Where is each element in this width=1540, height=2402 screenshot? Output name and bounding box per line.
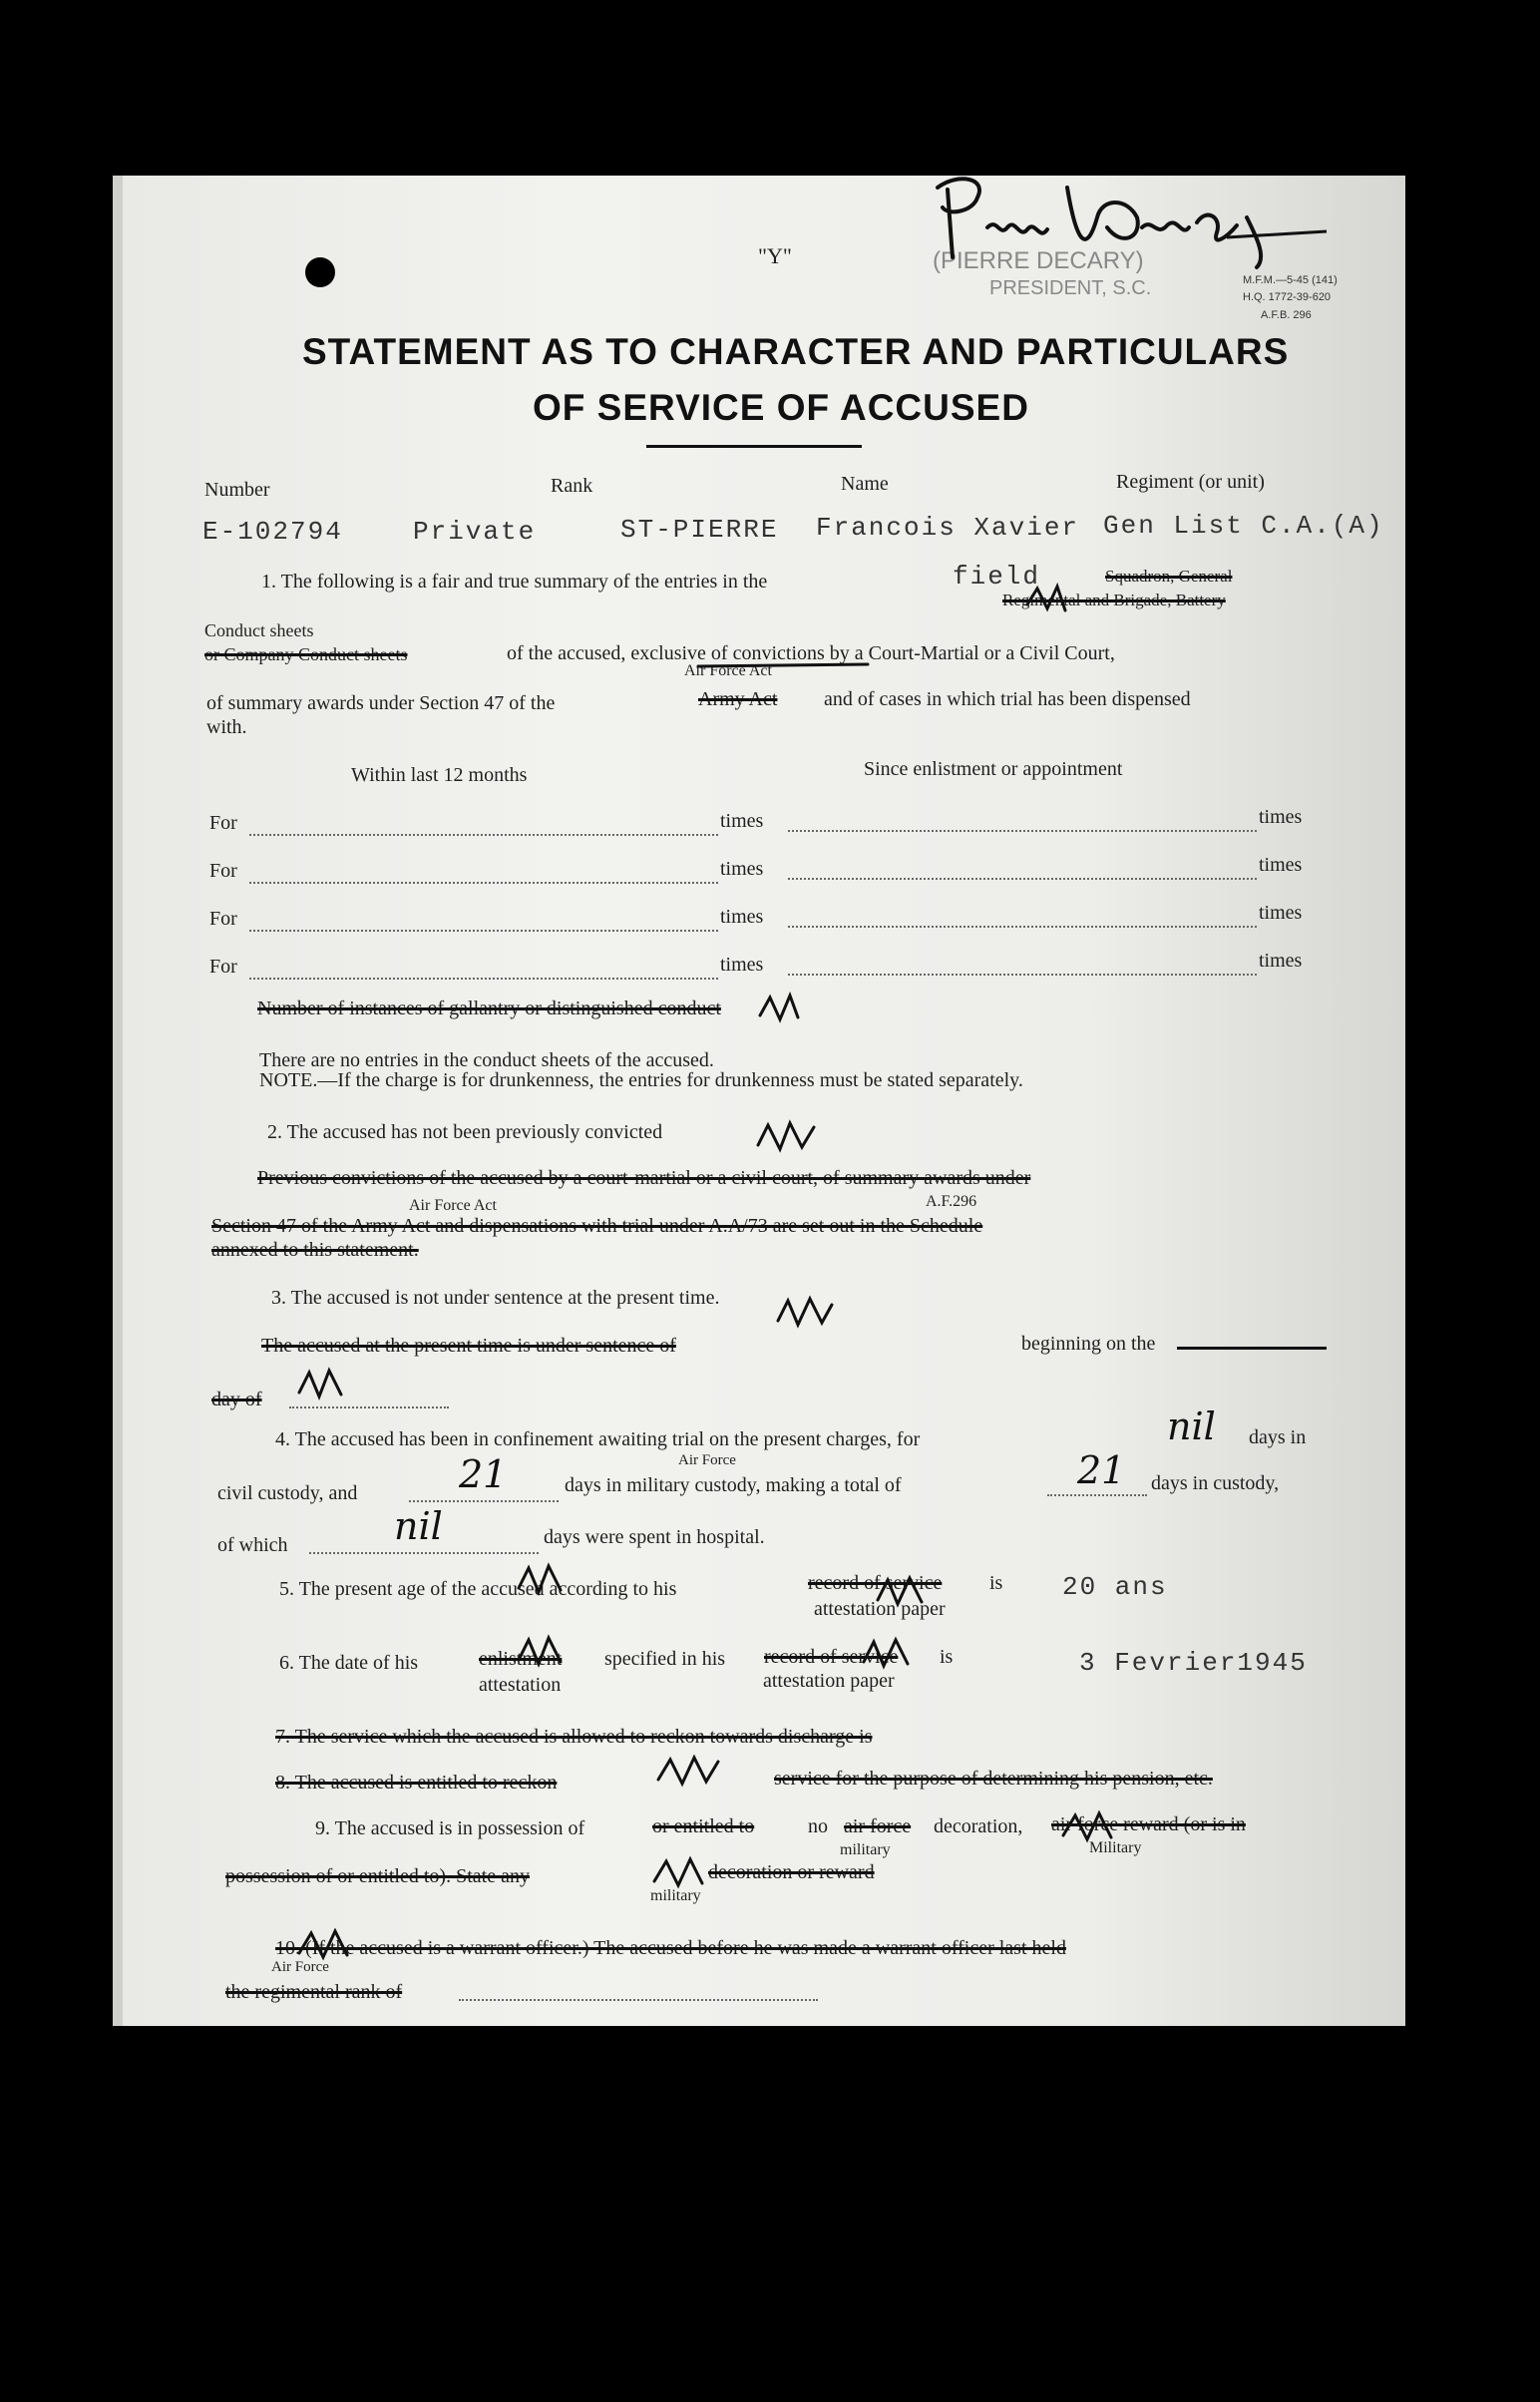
s1-struck-b: Regimental and Brigade, Battery — [1002, 591, 1226, 609]
s4-text-a: 4. The accused has been in confinement awaiting trial on the present charges, for — [275, 1428, 921, 1450]
s9-struck-c: air force reward (or is in — [1051, 1813, 1246, 1835]
header-number: Number — [204, 479, 270, 501]
s4-text-f: of which — [217, 1534, 288, 1556]
s4-text-b: days in — [1249, 1426, 1307, 1448]
s2-struck-c: annexed to this statement. — [211, 1239, 419, 1261]
s9-text-c: decoration, — [934, 1815, 1023, 1837]
s9-struck-a: or entitled to — [652, 1815, 755, 1837]
since-enlistment-label: Since enlistment or appointment — [864, 758, 1123, 780]
stamp-name: (PIERRE DECARY) — [933, 247, 1144, 274]
s2-struck-b: Section 47 of the Army Act and dispensations with trial under A.A/73 are set out in the Schedule — [211, 1215, 983, 1237]
s2-text: 2. The accused has not been previously convicted — [267, 1121, 663, 1143]
s9-military-3: military — [650, 1887, 701, 1904]
s1-text-d: and of cases in which trial has been dispensed — [824, 688, 1191, 710]
s1-text-c: of summary awards under Section 47 of the — [206, 692, 556, 714]
accused-number: E-102794 — [202, 517, 343, 547]
s10-air-force: Air Force — [271, 1959, 329, 1975]
s6-replacement-b: attestation paper — [763, 1670, 895, 1692]
s1-no-entries: There are no entries in the conduct sheets of the accused. — [259, 1049, 714, 1071]
s8-struck-b: service for the purpose of determining his pension, etc. — [774, 1768, 1213, 1790]
s10-struck-b: the regimental rank of — [225, 1981, 403, 2003]
form-title-line2: OF SERVICE OF ACCUSED — [533, 387, 1029, 428]
form-ref-3: A.F.B. 296 — [1261, 309, 1312, 321]
s1-struck-gallantry: Number of instances of gallantry or distinguished conduct — [257, 998, 721, 1019]
s2-af-ref: A.F.296 — [926, 1193, 977, 1210]
s5-age: 20 ans — [1062, 1572, 1168, 1602]
times-label-1a: times — [720, 810, 764, 832]
within-12-months-label: Within last 12 months — [351, 764, 528, 786]
s1-typed-field: field — [953, 562, 1041, 592]
s6-struck-a: enlistment — [479, 1648, 563, 1670]
s10-struck-a: 10. (If the accused is a warrant officer.) The accused before he was made a warrant officer last held — [275, 1937, 1066, 1959]
s8-struck: 8. The accused is entitled to reckon — [275, 1772, 558, 1794]
s2-struck-a: Previous convictions of the accused by a court-martial or a civil court, of summary awards under — [257, 1167, 1031, 1189]
s5-is: is — [989, 1572, 1003, 1594]
section-7-struck: 7. The service which the accused is allowed to reckon towards discharge is — [275, 1726, 873, 1748]
s9-struck-e: decoration or reward — [708, 1861, 875, 1883]
s9-struck-b: air force — [844, 1815, 912, 1837]
s2-air-force-act: Air Force Act — [409, 1197, 497, 1214]
s9-military-2: Military — [1089, 1839, 1142, 1856]
s1-struck-a: Squadron, General — [1105, 567, 1233, 586]
s6-struck-b: record of service — [764, 1646, 899, 1668]
times-label-3a: times — [720, 906, 764, 928]
times-label-2a: times — [720, 858, 764, 880]
form-marker: "Y" — [758, 243, 792, 268]
s4-military-days: 21 — [459, 1452, 508, 1496]
s4-text-d: days in military custody, making a total of — [565, 1474, 902, 1496]
s4-civil-days: nil — [1167, 1404, 1216, 1448]
s4-text-c: civil custody, and — [217, 1482, 358, 1504]
form-title-line1: STATEMENT AS TO CHARACTER AND PARTICULARS — [302, 331, 1290, 372]
s6-text-b: specified in his — [604, 1648, 726, 1670]
s1-text-e: with. — [206, 716, 247, 738]
times-label-4b: times — [1259, 950, 1303, 972]
s1-air-force-act: Air Force Act — [684, 662, 772, 679]
s9-text-b: no — [808, 1815, 828, 1837]
s3-struck-a: The accused at the present time is under sentence of — [261, 1335, 676, 1357]
accused-rank: Private — [413, 517, 537, 547]
form-ref-2: H.Q. 1772-39-620 — [1243, 291, 1332, 303]
s6-replacement-a: attestation — [479, 1674, 562, 1696]
s4-text-g: days were spent in hospital. — [544, 1526, 765, 1548]
s3-beginning: beginning on the — [1021, 1333, 1156, 1355]
accused-surname: ST-PIERRE — [620, 515, 779, 545]
s1-struck-c: or Company Conduct sheets — [204, 644, 408, 664]
s3-text: 3. The accused is not under sentence at the present time. — [271, 1287, 720, 1309]
s6-is: is — [940, 1646, 954, 1668]
times-label-4a: times — [720, 954, 764, 976]
s1-note: NOTE.—If the charge is for drunkenness, the entries for drunkenness must be stated separately. — [259, 1069, 1023, 1091]
s5-text: 5. The present age of the accused according to his — [279, 1578, 677, 1600]
header-rank: Rank — [551, 475, 593, 497]
times-label-3b: times — [1259, 902, 1303, 924]
s9-text-a: 9. The accused is in possession of — [315, 1817, 585, 1839]
s6-date: 3 Fevrier1945 — [1079, 1648, 1308, 1678]
for-label-4: For — [209, 956, 237, 978]
stamp-role: PRESIDENT, S.C. — [989, 277, 1152, 299]
times-label-2b: times — [1259, 854, 1303, 876]
for-label-2: For — [209, 860, 237, 882]
s1-text-b: of the accused, exclusive of convictions by a Court-Martial or a Civil Court, — [507, 642, 1115, 664]
s3-struck-day: day of — [211, 1389, 262, 1410]
s9-military: military — [840, 1841, 891, 1858]
s5-replacement: attestation paper — [814, 1598, 946, 1620]
header-regiment: Regiment (or unit) — [1116, 471, 1265, 493]
accused-unit: Gen List C.A.(A) — [1103, 511, 1384, 541]
s9-struck-d: possession of or entitled to). State any — [225, 1865, 530, 1887]
for-label-1: For — [209, 812, 237, 834]
for-label-3: For — [209, 908, 237, 930]
times-label-1b: times — [1259, 806, 1303, 828]
s1-army-act: Army Act — [698, 688, 778, 710]
header-name: Name — [841, 473, 889, 495]
s6-text-a: 6. The date of his — [279, 1652, 419, 1674]
s4-hospital-days: nil — [394, 1504, 443, 1548]
s4-air-force: Air Force — [678, 1452, 736, 1468]
s4-total-days: 21 — [1077, 1448, 1126, 1492]
form-ref-1: M.F.M.—5-45 (141) — [1243, 274, 1338, 286]
s5-struck: record of service — [808, 1572, 943, 1594]
accused-given-names: Francois Xavier — [816, 513, 1080, 543]
s1-text-a: 1. The following is a fair and true summary of the entries in the — [261, 571, 768, 593]
s1-conduct-sheets: Conduct sheets — [204, 620, 314, 640]
s4-text-e: days in custody, — [1151, 1472, 1280, 1494]
